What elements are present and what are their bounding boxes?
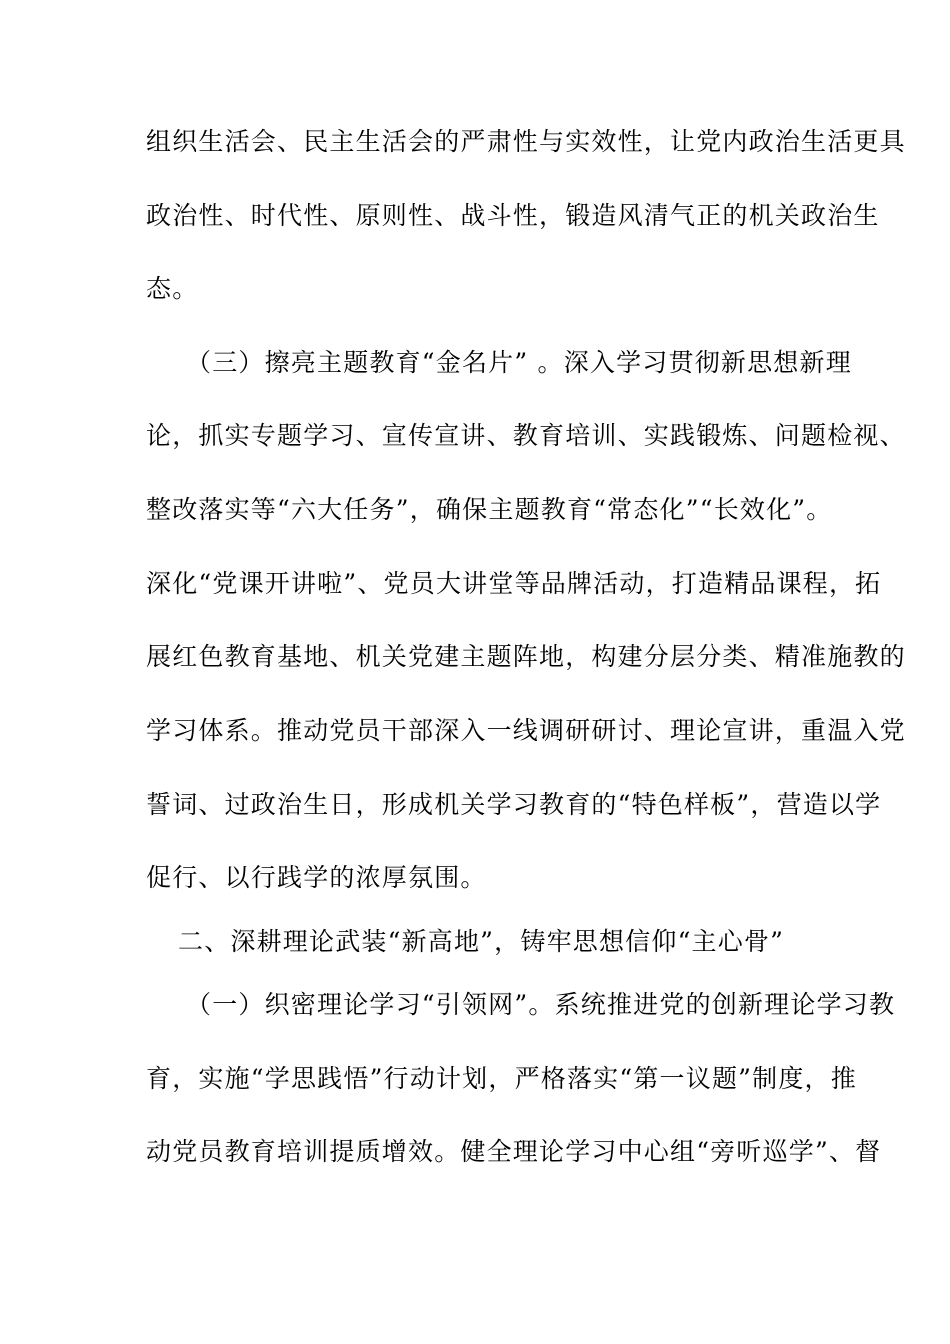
text-line: （三）擦亮主题教育“金名片” 。深入学习贯彻新思想新理 xyxy=(186,348,852,377)
text-line: 整改落实等“六大任务”，确保主题教育“常态化”“长效化”。 xyxy=(146,495,833,524)
section-heading: 二、深耕理论武装“新高地”，铸牢思想信仰“主心骨” xyxy=(178,927,785,956)
text-line: 展红色教育基地、机关党建主题阵地，构建分层分类、精准施教的 xyxy=(146,642,906,671)
text-line: 深化“党课开讲啦”、党员大讲堂等品牌活动，打造精品课程，拓 xyxy=(146,569,882,598)
text-line: 组织生活会、民主生活会的严肃性与实效性，让党内政治生活更具 xyxy=(146,127,906,156)
text-line: 育，实施“学思践悟”行动计划，严格落实“第一议题”制度，推 xyxy=(146,1064,857,1093)
text-line: 动党员教育培训提质增效。健全理论学习中心组“旁听巡学”、督 xyxy=(146,1137,882,1166)
text-line: 誓词、过政治生日，形成机关学习教育的“特色样板”，营造以学 xyxy=(146,790,882,819)
text-line: （一）织密理论学习“引领网”。系统推进党的创新理论学习教 xyxy=(186,990,896,1019)
text-line: 学习体系。推动党员干部深入一线调研研讨、理论宣讲，重温入党 xyxy=(146,716,906,745)
text-line: 促行、以行践学的浓厚氛围。 xyxy=(146,863,487,892)
text-line: 论，抓实专题学习、宣传宣讲、教育培训、实践锻炼、问题检视、 xyxy=(146,421,906,450)
text-line: 态。 xyxy=(146,274,199,303)
text-line: 政治性、时代性、原则性、战斗性，锻造风清气正的机关政治生 xyxy=(146,201,880,230)
